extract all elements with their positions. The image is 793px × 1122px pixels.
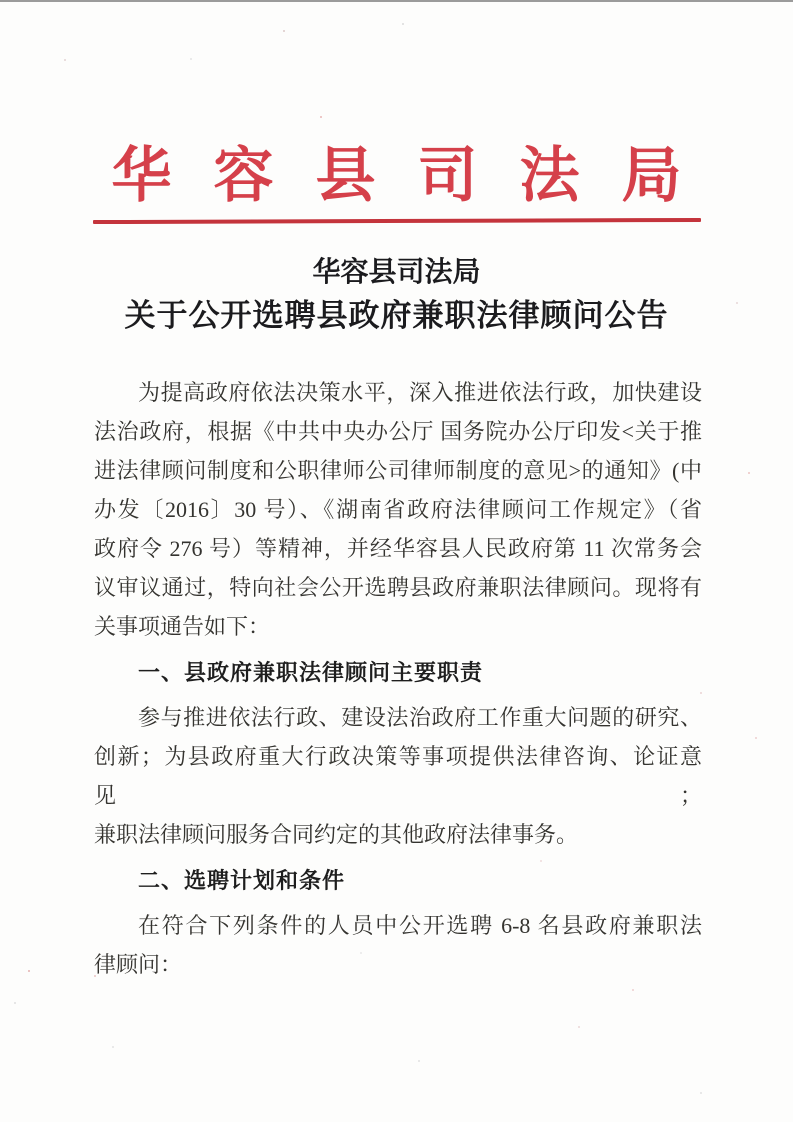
title-line-2: 关于公开选聘县政府兼职法律顾问公告 <box>124 298 669 333</box>
body-line: 为提高政府依法决策水平，深入推进依法行政，加快建设 <box>138 380 702 405</box>
letterhead-divider-line <box>92 218 700 224</box>
body-line: 创新；为县政府重大行政决策等事项提供法律咨询、论证意见； <box>94 744 702 808</box>
document-title <box>0 253 793 339</box>
section-heading-1: 一、县政府兼职法律顾问主要职责 <box>138 660 484 685</box>
scan-noise-speckles <box>0 2 2 4</box>
body-line: 关事项通告如下： <box>94 614 271 639</box>
body-line: 政府令 276 号）等精神，并经华容县人民政府第 11 次常务会 <box>94 536 702 561</box>
document-body <box>94 373 702 984</box>
body-line: 法治政府，根据《中共中央办公厅 国务院办公厅印发<关于推 <box>94 419 702 444</box>
agency-letterhead-text: 华容县司法局 <box>111 143 724 209</box>
body-line: 在符合下列条件的人员中公开选聘 6-8 名县政府兼职法 <box>138 913 702 938</box>
section-heading-2: 二、选聘计划和条件 <box>138 868 346 893</box>
agency-letterhead <box>0 143 793 209</box>
body-line: 律顾问： <box>94 952 183 977</box>
body-line: 进法律顾问制度和公职律师公司律师制度的意见>的通知》(中 <box>94 458 702 483</box>
body-line: 办发〔2016〕30 号）、《湖南省政府法律顾问工作规定》（省 <box>94 497 702 522</box>
body-line: 参与推进依法行政、建设法治政府工作重大问题的研究、 <box>138 705 702 730</box>
body-line: 议审议通过，特向社会公开选聘县政府兼职法律顾问。现将有 <box>94 575 702 600</box>
title-line-1: 华容县司法局 <box>312 257 481 288</box>
body-line: 兼职法律顾问服务合同约定的其他政府法律事务。 <box>94 822 579 847</box>
